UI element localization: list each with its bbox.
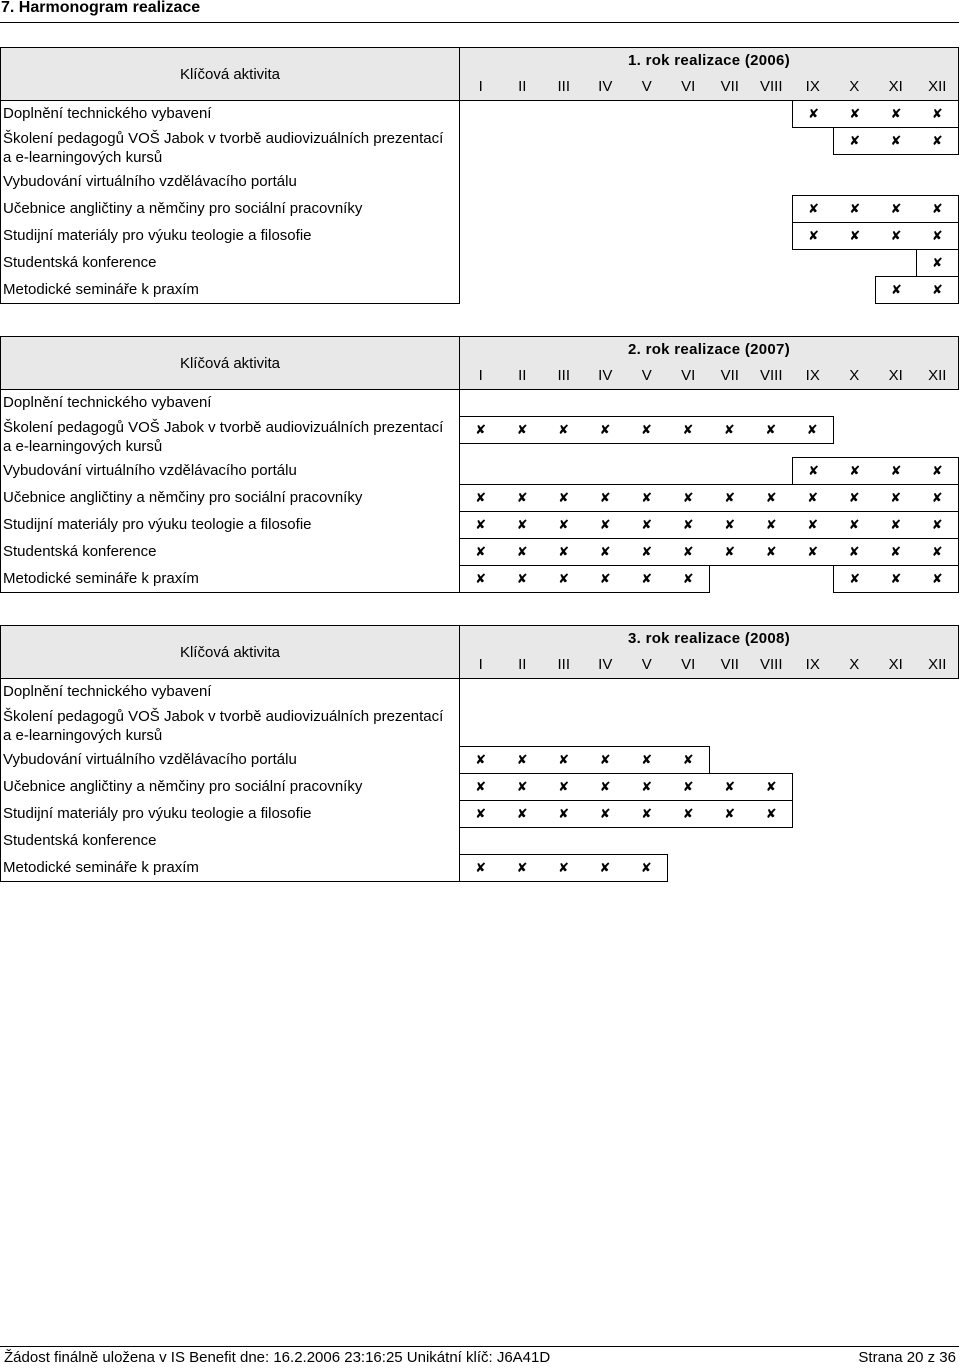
- schedule-mark: ✘: [890, 133, 902, 149]
- schedule-mark: ✘: [558, 752, 570, 768]
- schedule-mark: ✘: [475, 860, 487, 876]
- activity-label: Školení pedagogů VOŠ Jabok v tvorbě audiovizuálních prezentací a e-learningových kursů: [3, 129, 444, 166]
- schedule-mark: ✘: [932, 282, 943, 298]
- schedule-period: [459, 511, 959, 539]
- year-header: 3. rok realizace (2008): [628, 630, 790, 647]
- month-header: X: [849, 656, 860, 673]
- month-header: V: [641, 78, 652, 95]
- schedule-mark: ✘: [682, 544, 694, 560]
- month-header-row: [460, 652, 958, 678]
- schedule-mark: ✘: [890, 517, 902, 533]
- schedule-mark: ✘: [475, 571, 487, 587]
- year-header: 1. rok realizace (2006): [628, 52, 790, 69]
- schedule-mark: ✘: [931, 133, 943, 149]
- schedule-mark: ✘: [931, 106, 943, 122]
- schedule-mark: ✘: [641, 544, 653, 560]
- schedule-mark: ✘: [475, 806, 487, 822]
- schedule-mark: ✘: [765, 422, 777, 438]
- schedule-mark: ✘: [641, 490, 653, 506]
- schedule-period: [792, 222, 959, 250]
- activity-label: Metodické semináře k praxím: [3, 570, 199, 587]
- schedule-mark: ✘: [599, 860, 611, 876]
- month-header: IV: [598, 78, 613, 95]
- month-header: III: [557, 656, 570, 673]
- month-header: XII: [928, 656, 947, 673]
- schedule-mark: ✘: [724, 490, 736, 506]
- schedule-mark: ✘: [558, 517, 570, 533]
- schedule-mark: ✘: [640, 860, 652, 876]
- activity-label: Doplnění technického vybavení: [3, 394, 212, 411]
- schedule-mark: ✘: [641, 571, 653, 587]
- page-footer: [0, 1346, 959, 1368]
- month-header: I: [478, 78, 483, 95]
- schedule-mark: ✘: [475, 752, 487, 768]
- schedule-mark: ✘: [890, 544, 902, 560]
- month-header: XII: [928, 367, 947, 384]
- schedule-mark: ✘: [724, 517, 736, 533]
- schedule-mark: ✘: [516, 517, 528, 533]
- activity-label: Učebnice angličtiny a němčiny pro sociální pracovníky: [3, 489, 363, 506]
- month-header: V: [641, 367, 652, 384]
- schedule-mark: ✘: [516, 752, 528, 768]
- schedule-mark: ✘: [848, 517, 860, 533]
- schedule-mark: ✘: [724, 544, 736, 560]
- schedule-period: [792, 100, 959, 128]
- schedule-period: [459, 538, 959, 566]
- schedule-period: [916, 249, 959, 277]
- activity-column-header: Klíčová aktivita: [0, 625, 460, 679]
- schedule-mark: ✘: [891, 282, 902, 298]
- activity-label: Učebnice angličtiny a němčiny pro sociální pracovníky: [3, 200, 363, 217]
- month-header: II: [518, 367, 527, 384]
- schedule-period: [459, 416, 834, 444]
- page-title: 7. Harmonogram realizace: [0, 0, 959, 23]
- schedule-mark: ✘: [475, 422, 487, 438]
- schedule-mark: ✘: [931, 517, 943, 533]
- schedule-mark: ✘: [724, 779, 736, 795]
- schedule-mark: ✘: [723, 422, 735, 438]
- month-header: VII: [720, 367, 739, 384]
- activity-label: Studijní materiály pro výuku teologie a filosofie: [3, 805, 312, 822]
- schedule-mark: ✘: [808, 106, 820, 122]
- schedule-period: [459, 746, 710, 774]
- month-header: I: [478, 367, 483, 384]
- schedule-mark: ✘: [641, 806, 653, 822]
- schedule-table: [0, 625, 959, 882]
- activity-label: Doplnění technického vybavení: [3, 683, 212, 700]
- schedule-mark: ✘: [516, 422, 528, 438]
- activity-label: Studentská konference: [3, 832, 157, 849]
- schedule-mark: ✘: [765, 490, 777, 506]
- month-header: XI: [888, 656, 903, 673]
- schedule-mark: ✘: [931, 544, 943, 560]
- month-header: XI: [888, 367, 903, 384]
- schedule-mark: ✘: [599, 422, 611, 438]
- month-header: V: [641, 656, 652, 673]
- schedule-mark: ✘: [682, 490, 694, 506]
- schedule-mark: ✘: [599, 779, 611, 795]
- schedule-mark: ✘: [849, 106, 861, 122]
- month-header: VIII: [759, 367, 783, 384]
- activity-label: Metodické semináře k praxím: [3, 859, 199, 876]
- month-header: VIII: [759, 78, 783, 95]
- month-header-row: [460, 363, 958, 389]
- schedule-mark: ✘: [558, 490, 570, 506]
- month-header: X: [849, 367, 860, 384]
- schedule-mark: ✘: [849, 201, 861, 217]
- schedule-table: [0, 336, 959, 593]
- schedule-mark: ✘: [890, 228, 902, 244]
- schedule-mark: ✘: [806, 422, 818, 438]
- schedule-mark: ✘: [682, 517, 694, 533]
- schedule-mark: ✘: [849, 571, 861, 587]
- month-header: IV: [598, 656, 613, 673]
- schedule-mark: ✘: [765, 806, 777, 822]
- schedule-period: [833, 127, 959, 155]
- activity-label: Studentská konference: [3, 543, 157, 560]
- schedule-period: [792, 195, 959, 223]
- schedule-mark: ✘: [475, 517, 487, 533]
- schedule-period: [792, 457, 959, 485]
- activity-label: Doplnění technického vybavení: [3, 105, 212, 122]
- schedule-mark: ✘: [599, 544, 611, 560]
- schedule-mark: ✘: [558, 422, 570, 438]
- activity-label: Metodické semináře k praxím: [3, 281, 199, 298]
- schedule-mark: ✘: [558, 860, 569, 876]
- month-header: I: [478, 656, 483, 673]
- schedule-mark: ✘: [475, 544, 487, 560]
- schedule-mark: ✘: [599, 517, 611, 533]
- year-header-block: [459, 336, 959, 390]
- month-header: IV: [598, 367, 613, 384]
- schedule-mark: ✘: [849, 133, 861, 149]
- schedule-mark: ✘: [931, 463, 943, 479]
- schedule-mark: ✘: [682, 752, 694, 768]
- schedule-mark: ✘: [807, 517, 819, 533]
- schedule-mark: ✘: [765, 517, 777, 533]
- schedule-table: [0, 47, 959, 304]
- activity-label: Školení pedagogů VOŠ Jabok v tvorbě audiovizuálních prezentací a e-learningových kursů: [3, 418, 444, 455]
- schedule-mark: ✘: [516, 806, 528, 822]
- schedule-mark: ✘: [475, 779, 487, 795]
- schedule-mark: ✘: [890, 106, 902, 122]
- schedule-mark: ✘: [848, 544, 860, 560]
- month-header: VII: [720, 656, 739, 673]
- footer-page-number: Strana 20 z 36: [858, 1349, 956, 1366]
- schedule-mark: ✘: [931, 201, 943, 217]
- schedule-mark: ✘: [641, 517, 653, 533]
- schedule-mark: ✘: [558, 779, 570, 795]
- schedule-mark: ✘: [765, 779, 777, 795]
- schedule-mark: ✘: [808, 201, 820, 217]
- schedule-mark: ✘: [931, 228, 943, 244]
- schedule-period: [459, 854, 668, 882]
- schedule-mark: ✘: [516, 544, 528, 560]
- schedule-mark: ✘: [765, 544, 777, 560]
- month-header: XI: [888, 78, 903, 95]
- month-header: IX: [805, 656, 820, 673]
- schedule-mark: ✘: [516, 571, 528, 587]
- schedule-mark: ✘: [807, 544, 819, 560]
- schedule-mark: ✘: [682, 422, 694, 438]
- activity-label: Vybudování virtuálního vzdělávacího portálu: [3, 462, 297, 479]
- year-header-block: [459, 625, 959, 679]
- schedule-mark: ✘: [599, 571, 611, 587]
- activity-label: Vybudování virtuálního vzdělávacího portálu: [3, 173, 297, 190]
- schedule-period: [459, 565, 710, 593]
- schedule-mark: ✘: [641, 422, 652, 438]
- schedule-mark: ✘: [849, 463, 861, 479]
- schedule-mark: ✘: [890, 201, 902, 217]
- schedule-period: [459, 484, 959, 512]
- schedule-mark: ✘: [848, 490, 860, 506]
- month-header: VI: [681, 656, 696, 673]
- activity-column-header: Klíčová aktivita: [0, 336, 460, 390]
- schedule-mark: ✘: [931, 490, 943, 506]
- activity-label: Vybudování virtuálního vzdělávacího portálu: [3, 751, 297, 768]
- schedule-period: [875, 276, 959, 304]
- month-header: VI: [681, 78, 696, 95]
- schedule-mark: ✘: [599, 752, 611, 768]
- schedule-mark: ✘: [890, 571, 902, 587]
- schedule-period: [459, 773, 793, 801]
- schedule-mark: ✘: [890, 490, 902, 506]
- schedule-period: [459, 800, 793, 828]
- schedule-mark: ✘: [807, 490, 819, 506]
- schedule-mark: ✘: [599, 806, 611, 822]
- activity-label: Školení pedagogů VOŠ Jabok v tvorbě audiovizuálních prezentací a e-learningových kursů: [3, 707, 444, 744]
- schedule-mark: ✘: [558, 571, 570, 587]
- month-header: IX: [805, 78, 820, 95]
- schedule-mark: ✘: [890, 463, 902, 479]
- month-header: X: [849, 78, 860, 95]
- schedule-mark: ✘: [682, 806, 694, 822]
- schedule-mark: ✘: [682, 779, 694, 795]
- schedule-mark: ✘: [808, 463, 820, 479]
- activity-label: Učebnice angličtiny a němčiny pro sociální pracovníky: [3, 778, 363, 795]
- month-header-row: [460, 74, 958, 100]
- schedule-mark: ✘: [808, 228, 820, 244]
- month-header: VII: [720, 78, 739, 95]
- activity-label: Studijní materiály pro výuku teologie a filosofie: [3, 227, 312, 244]
- schedule-mark: ✘: [558, 544, 570, 560]
- schedule-mark: ✘: [641, 779, 653, 795]
- schedule-mark: ✘: [516, 779, 528, 795]
- schedule-mark: ✘: [641, 752, 653, 768]
- activity-column-header: Klíčová aktivita: [0, 47, 460, 101]
- year-header-block: [459, 47, 959, 101]
- month-header: VIII: [759, 656, 783, 673]
- month-header: III: [557, 78, 570, 95]
- schedule-mark: ✘: [516, 490, 528, 506]
- month-header: III: [557, 367, 570, 384]
- schedule-mark: ✘: [682, 571, 694, 587]
- month-header: II: [518, 78, 527, 95]
- schedule-mark: ✘: [724, 806, 736, 822]
- year-header: 2. rok realizace (2007): [628, 341, 790, 358]
- schedule-mark: ✘: [931, 571, 943, 587]
- month-header: II: [518, 656, 527, 673]
- footer-submission-info: Žádost finálně uložena v IS Benefit dne: 16.2.2006 23:16:25 Unikátní klíč: J6A41D: [4, 1349, 551, 1366]
- month-header: VI: [681, 367, 696, 384]
- schedule-period: [833, 565, 959, 593]
- schedule-mark: ✘: [558, 806, 570, 822]
- activity-label: Studentská konference: [3, 254, 157, 271]
- schedule-mark: ✘: [475, 490, 487, 506]
- activity-label: Studijní materiály pro výuku teologie a filosofie: [3, 516, 312, 533]
- schedule-mark: ✘: [599, 490, 611, 506]
- schedule-mark: ✘: [932, 255, 943, 271]
- schedule-mark: ✘: [516, 860, 528, 876]
- schedule-mark: ✘: [849, 228, 861, 244]
- month-header: XII: [928, 78, 947, 95]
- month-header: IX: [805, 367, 820, 384]
